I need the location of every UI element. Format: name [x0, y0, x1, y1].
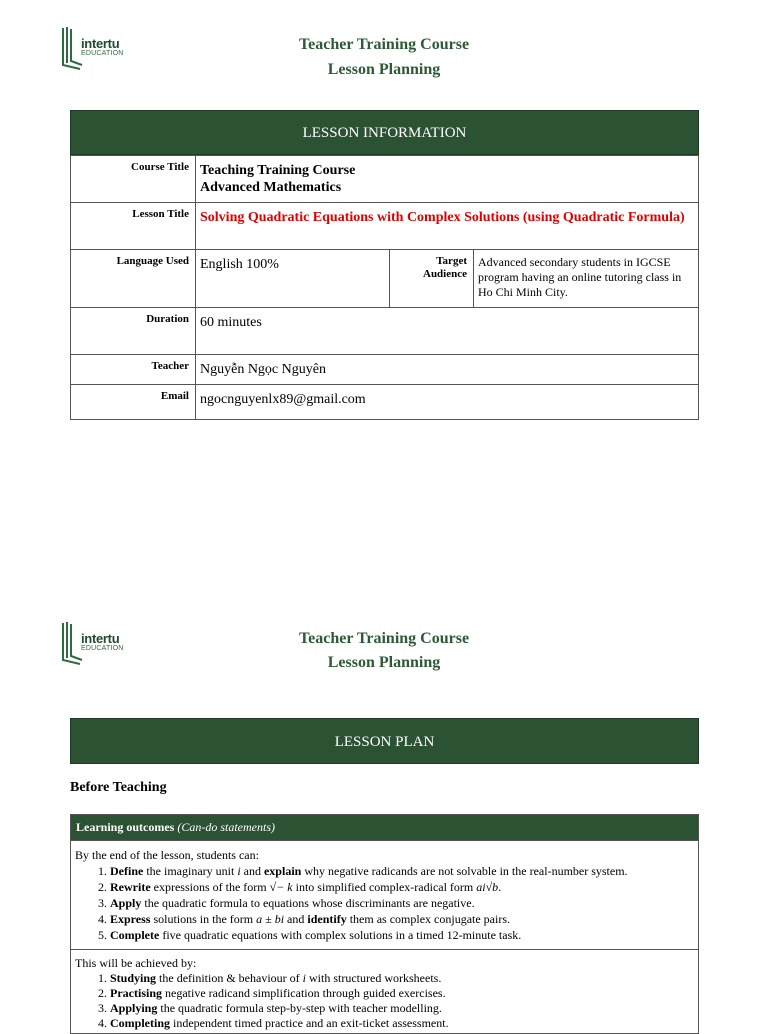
outcome-item: 4. Express solutions in the form a ± bi and identify them as complex conjugate pairs. — [110, 911, 698, 927]
course-title-value — [196, 156, 699, 203]
lesson-info-table — [70, 155, 699, 420]
outcome-item: 3. Apply the quadratic formula to equations whose discriminants are negative. — [110, 895, 698, 911]
learning-outcomes-box — [70, 814, 699, 1034]
header-line1-p2: Teacher Training Course — [298, 630, 470, 647]
email-label: Email — [71, 385, 196, 420]
logo-sub: EDUCATION — [81, 50, 124, 57]
logo-sub: EDUCATION — [81, 645, 124, 652]
outcomes-section — [71, 840, 698, 943]
outcomes-intro: By the end of the lesson, students can: — [75, 848, 259, 862]
achieved-list — [75, 971, 698, 1031]
logo-name: intertu — [81, 631, 120, 646]
logo-name: intertu — [81, 36, 120, 51]
target-label-1: Target — [436, 255, 467, 267]
achieved-item: 1. Studying the definition & behaviour of i with structured worksheets. — [110, 971, 698, 986]
outcome-item: 5. Complete five quadratic equations with complex solutions in a timed 12-minute task. — [110, 927, 698, 943]
header-line1: Teacher Training Course — [298, 36, 470, 53]
lo-title-note: (Can-do statements) — [177, 820, 275, 834]
teacher-label: Teacher — [71, 355, 196, 385]
outcome-item: 2. Rewrite expressions of the form √− k into simplified complex-radical form ai√b. — [110, 879, 698, 895]
lesson-title-label: Lesson Title — [71, 203, 196, 250]
lesson-title-value: Solving Quadratic Equations with Complex Solutions (using Quadratic Formula) — [196, 203, 699, 250]
target-audience-value: Advanced secondary students in IGCSE program having an online tutoring class in Ho Chi Minh City. — [474, 250, 699, 308]
achieved-section — [71, 950, 698, 1031]
lesson-plan-banner: LESSON PLAN — [70, 718, 699, 764]
outcomes-list — [75, 863, 698, 943]
learning-outcomes-header — [71, 815, 698, 840]
teacher-value: Nguyễn Ngọc Nguyên — [196, 355, 699, 385]
duration-value: 60 minutes — [196, 308, 699, 355]
before-teaching-heading: Before Teaching — [70, 780, 167, 795]
language-value: English 100% — [196, 250, 390, 308]
achieved-item: 4. Completing independent timed practice and an exit-ticket assessment. — [110, 1016, 698, 1031]
header-line2-p2: Lesson Planning — [327, 654, 441, 671]
achieved-intro: This will be achieved by: — [75, 956, 197, 970]
course-title-label: Course Title — [71, 156, 196, 203]
language-label: Language Used — [71, 250, 196, 308]
target-audience-label — [390, 250, 474, 308]
achieved-item: 2. Practising negative radicand simplification through guided exercises. — [110, 986, 698, 1001]
duration-label: Duration — [71, 308, 196, 355]
email-value: ngocnguyenlx89@gmail.com — [196, 385, 699, 420]
lesson-information-banner: LESSON INFORMATION — [70, 110, 699, 155]
header-line2: Lesson Planning — [327, 61, 441, 78]
course-title-line1: Teaching Training Course — [200, 163, 356, 178]
outcome-item: 1. Define the imaginary unit i and explain why negative radicands are not solvable in the real-number system. — [110, 863, 698, 879]
target-label-2: Audience — [423, 268, 467, 280]
achieved-item: 3. Applying the quadratic formula step-by-step with teacher modelling. — [110, 1001, 698, 1016]
course-title-line2: Advanced Mathematics — [200, 180, 342, 195]
lo-title: Learning outcomes — [76, 820, 175, 834]
